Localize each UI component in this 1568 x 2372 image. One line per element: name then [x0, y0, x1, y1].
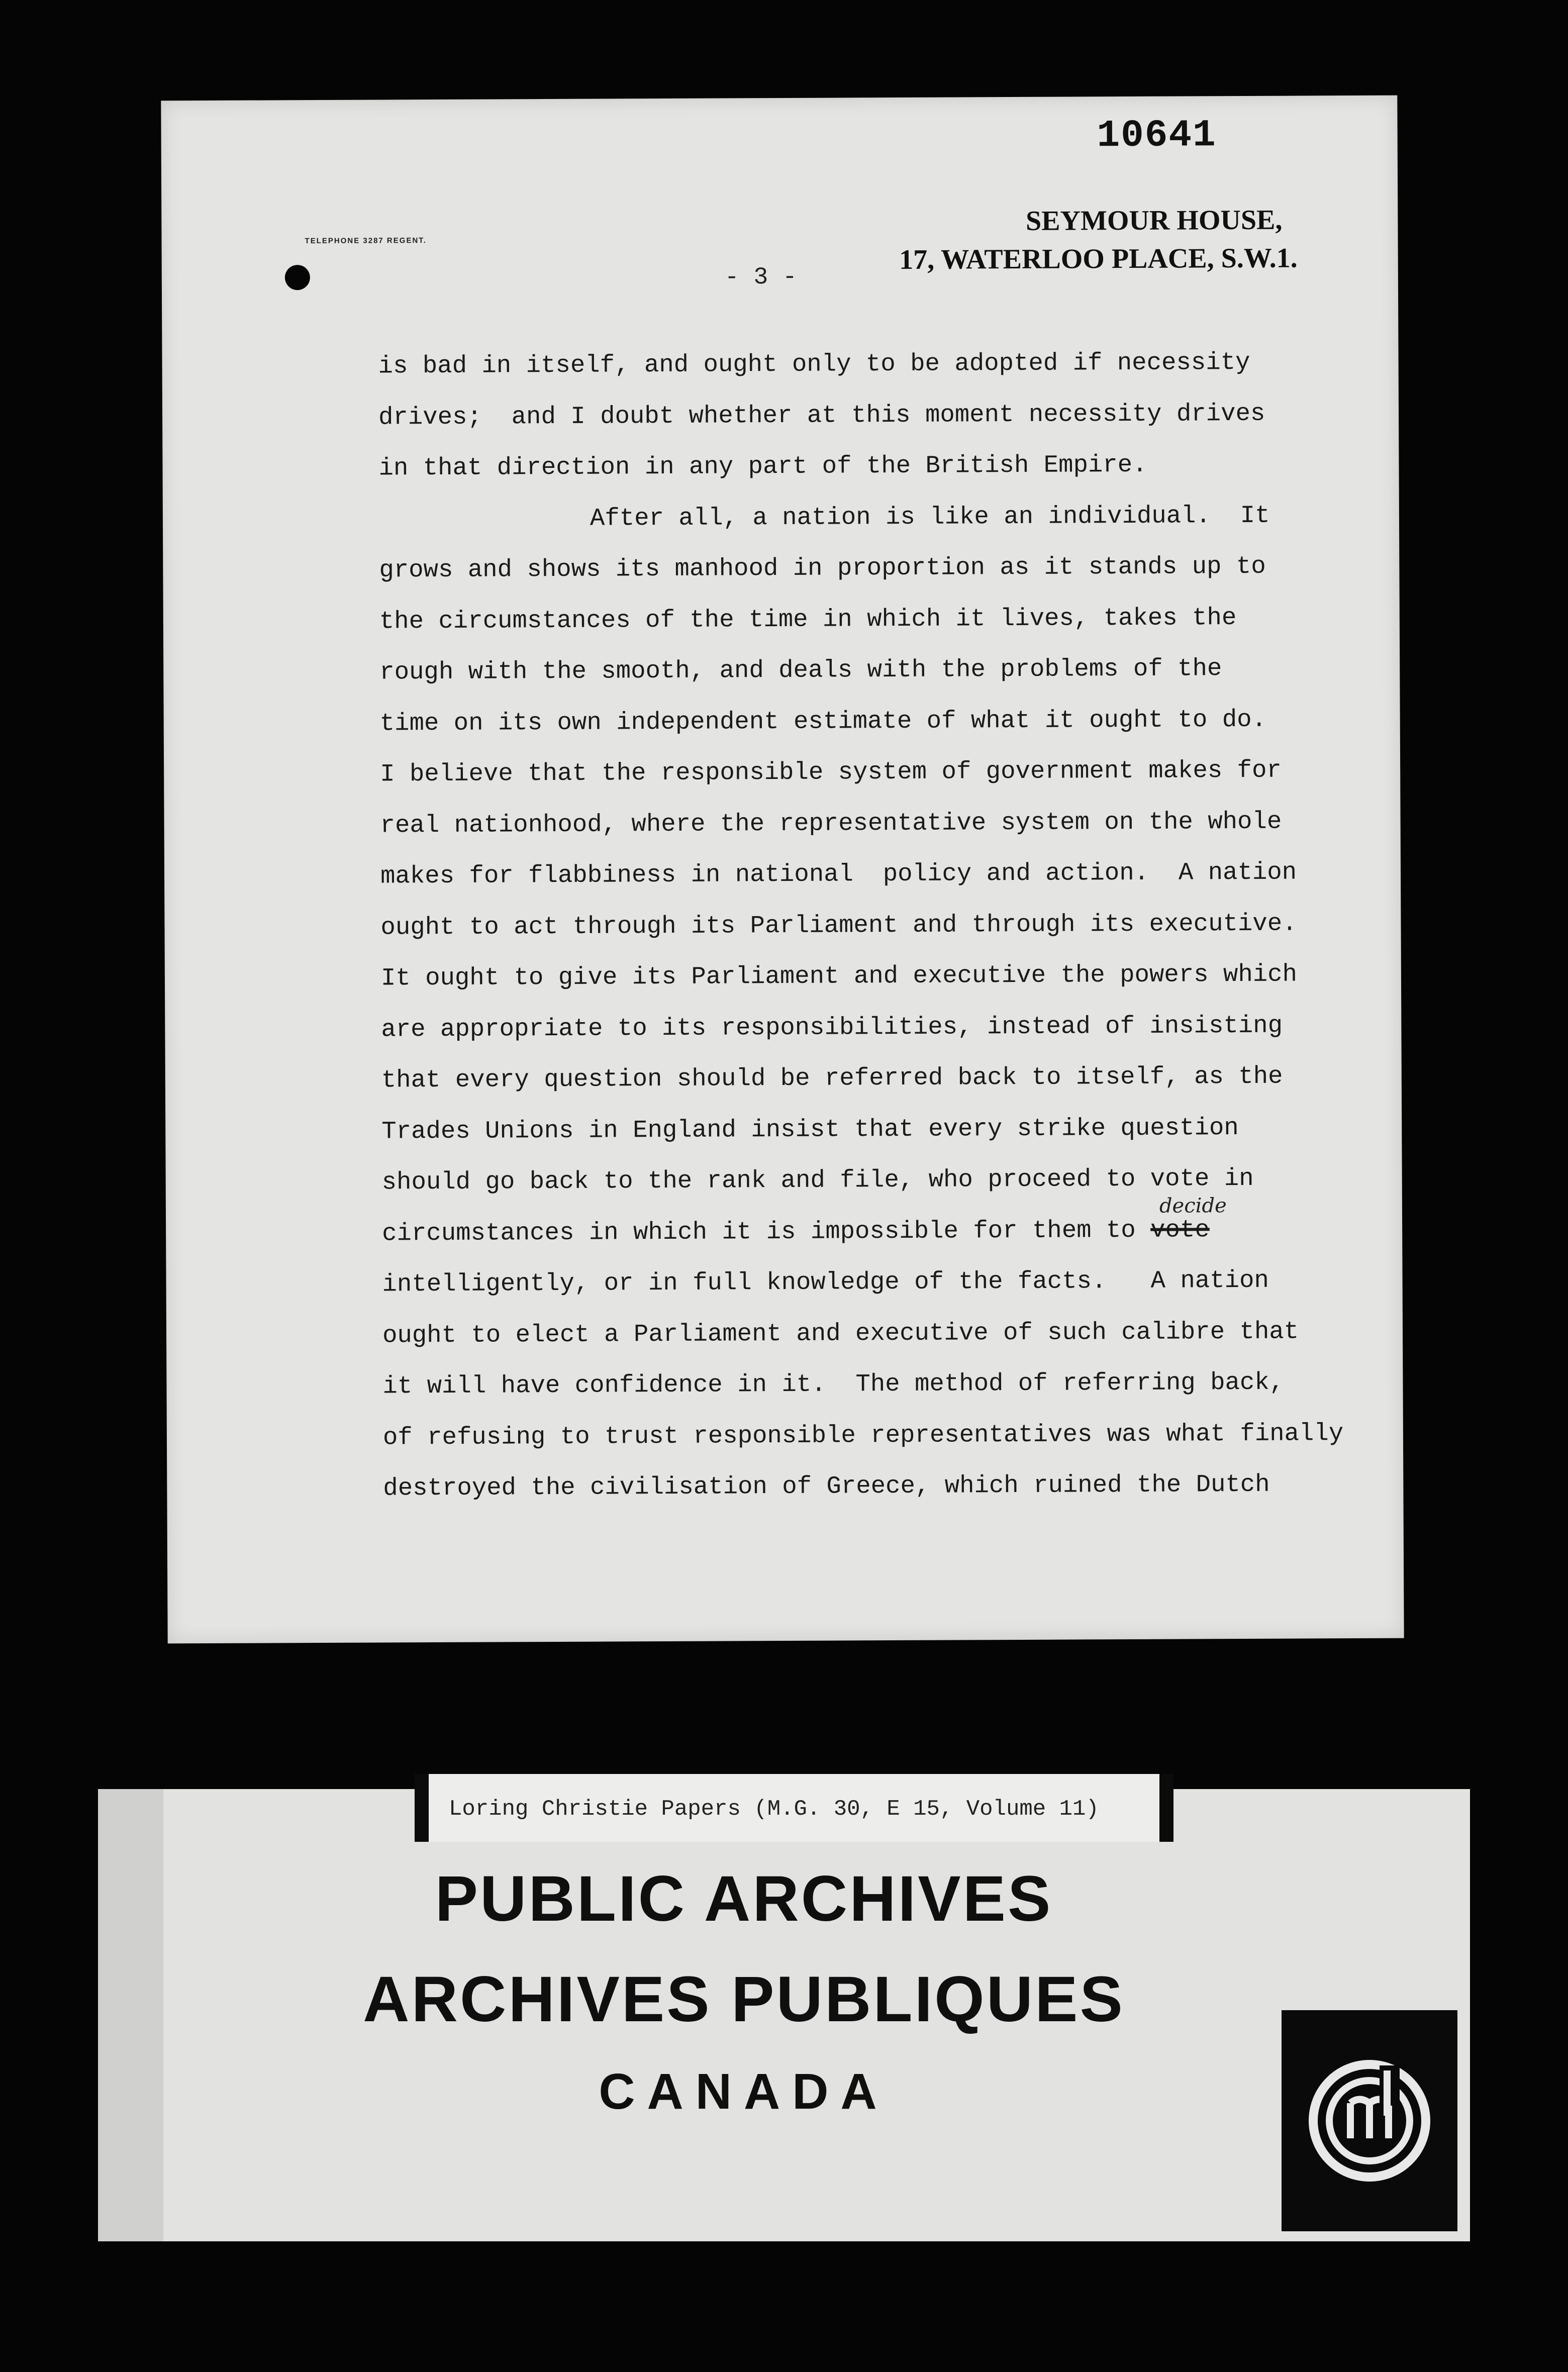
struck-word: vote	[1150, 1215, 1210, 1244]
telephone-line: TELEPHONE 3287 REGENT.	[305, 236, 427, 246]
text-line: real nationhood, where the representative system on the whole	[380, 807, 1282, 839]
reference-strip	[415, 1774, 1173, 1842]
text-line: Trades Unions in England insist that every strike question	[381, 1113, 1239, 1145]
letter-body	[378, 337, 1388, 1514]
text-line: It ought to give its Parliament and executive the powers which	[380, 960, 1298, 993]
archive-label	[98, 1789, 1470, 2241]
page-number: - 3 -	[724, 263, 798, 291]
text-line-with-correction	[382, 1194, 1387, 1259]
text-line: intelligently, or in full knowledge of the facts. A nation	[382, 1266, 1269, 1299]
text-line: rough with the smooth, and deals with the problems of the	[379, 654, 1222, 686]
text-line: I believe that the responsible system of government makes for	[380, 756, 1282, 788]
archives-emblem-icon	[1304, 2055, 1435, 2186]
text-line: makes for flabbiness in national policy and action. A nation	[380, 858, 1297, 891]
letterhead-line-1: SEYMOUR HOUSE,	[1025, 204, 1283, 237]
text-line: the circumstances of the time in which it lives, takes the	[379, 603, 1237, 635]
reference-text: Loring Christie Papers (M.G. 30, E 15, Volume 11)	[449, 1797, 1099, 1822]
handwritten-correction	[1150, 1194, 1227, 1256]
document-number: 10641	[1097, 114, 1217, 158]
text-line: are appropriate to its responsibilities, instead of insisting	[381, 1011, 1283, 1043]
archive-title-english: PUBLIC ARCHIVES	[435, 1863, 1053, 1935]
text-line: is bad in itself, and ought only to be adopted if necessity	[378, 348, 1250, 380]
text-line: drives; and I doubt whether at this moment necessity drives	[378, 399, 1265, 431]
text-line: ought to act through its Parliament and through its executive.	[380, 909, 1297, 941]
letterhead-line-2: 17, WATERLOO PLACE, S.W.1.	[899, 242, 1298, 275]
text-line-part: circumstances in which it is impossible for them to	[382, 1216, 1151, 1247]
text-line: destroyed the civilisation of Greece, which ruined the Dutch	[383, 1470, 1270, 1503]
text-line: grows and shows its manhood in proportion as it stands up to	[379, 552, 1266, 584]
archive-country: CANADA	[599, 2063, 889, 2120]
handwritten-word: decide	[1159, 1194, 1227, 1218]
text-line: it will have confidence in it. The method of referring back,	[382, 1368, 1285, 1401]
punch-hole	[285, 265, 310, 290]
text-line: in that direction in any part of the British Empire.	[378, 450, 1147, 482]
text-line: ought to elect a Parliament and executive of such calibre that	[382, 1317, 1299, 1349]
text-line: After all, a nation is like an individual. It	[590, 501, 1270, 533]
archive-title-french: ARCHIVES PUBLIQUES	[363, 1963, 1125, 2035]
text-line: should go back to the rank and file, who proceed to vote in	[381, 1164, 1254, 1197]
letter-page	[161, 95, 1404, 1644]
letterhead-address	[899, 204, 1298, 276]
archives-logo	[1282, 2010, 1457, 2231]
text-line: time on its own independent estimate of what it ought to do.	[379, 705, 1267, 737]
text-line: of refusing to trust responsible representatives was what finally	[382, 1419, 1344, 1451]
text-line: that every question should be referred back to itself, as the	[381, 1062, 1283, 1095]
